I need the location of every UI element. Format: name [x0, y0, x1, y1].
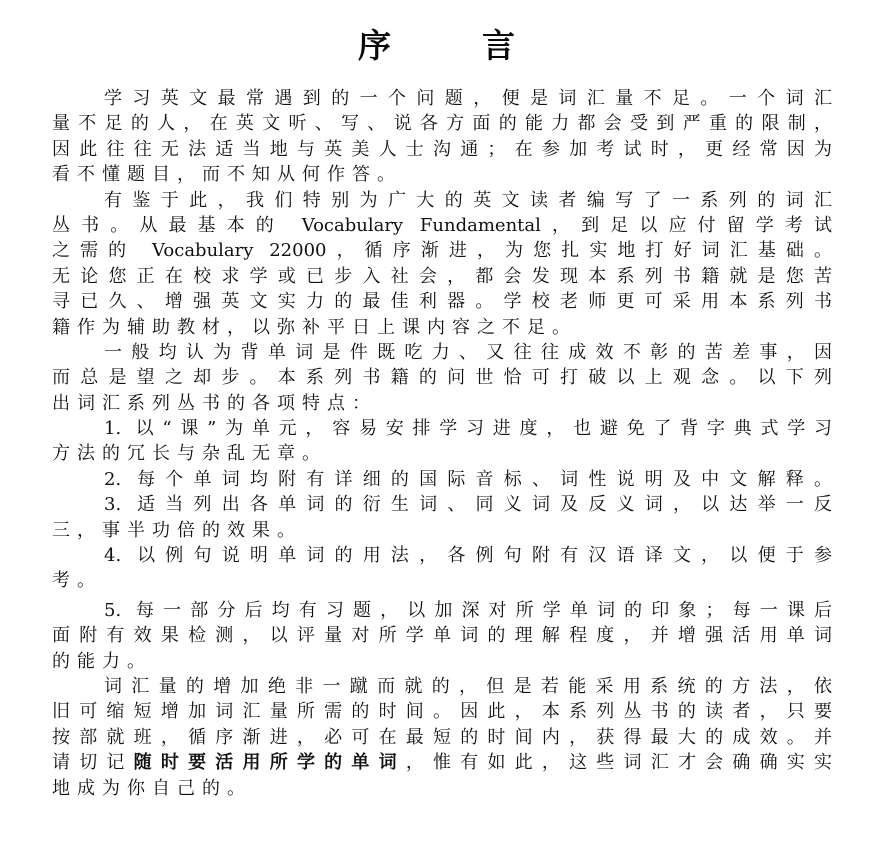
- text-line: 2. 每个单词均附有详细的国际音标、词性说明及中文解释。: [104, 468, 832, 490]
- paragraph-3: [52, 340, 832, 416]
- title-char-1: 序: [358, 26, 391, 65]
- text-line: 5. 每一部分后均有习题，以加深对所学单词的印象；每一课后: [104, 599, 832, 621]
- text-line: 的能力。: [52, 650, 152, 672]
- text-line: 词汇量的增加绝非一蹴而就的，但是若能采用系统的方法，依: [104, 675, 832, 697]
- text-line: 面附有效果检测，以评量对所学单词的理解程度，并增强活用单词: [52, 625, 832, 647]
- text-line: 而总是望之却步。本系列书籍的问世恰可打破以上观念。以下列: [52, 367, 832, 389]
- paragraph-1: [52, 86, 832, 188]
- text-line: 地成为你自己的。: [52, 777, 252, 799]
- text-line: 方法的冗长与杂乱无章。: [52, 443, 327, 465]
- emphasized-text: 随时要活用所学的单词: [133, 752, 406, 774]
- text-line: 三，事半功倍的效果。: [52, 519, 302, 541]
- paragraph-closing: [52, 674, 832, 801]
- preface-body: [52, 86, 832, 801]
- text-line: 按部就班，循序渐进，必可在最短的时间内，获得最大的成效。并: [52, 726, 832, 748]
- feature-item-2: [52, 467, 832, 492]
- text-line: 1. 以“课”为单元，容易安排学习进度，也避免了背字典式学习: [104, 418, 832, 440]
- title-char-2: 言: [482, 26, 515, 65]
- text-line: 寻已久、增强英文实力的最佳利器。学校老师更可采用本系列书: [52, 291, 832, 313]
- text-line: 丛书。从最基本的 Vocabulary Fundamental，到足以应付留学考试: [52, 214, 832, 236]
- text-line: [52, 750, 832, 775]
- text-line: 因此往往无法适当地与英美人士沟通；在参加考试时，更经常因为: [52, 138, 832, 160]
- text-line: 看不懂题目，而不知从何作答。: [52, 164, 402, 186]
- text-line: 旧可缩短增加词汇量所需的时间。因此，本系列丛书的读者，只要: [52, 701, 832, 723]
- feature-item-5: [52, 598, 832, 674]
- text-line: 出词汇系列丛书的各项特点：: [52, 392, 377, 414]
- feature-item-4: [52, 543, 832, 594]
- text-line: 籍作为辅助教材，以弥补平日上课内容之不足。: [52, 316, 577, 338]
- text-line: 无论您正在校求学或已步入社会，都会发现本系列书籍就是您苦: [52, 265, 832, 287]
- text-segment: ，惟有如此，这些词汇才会确确实实: [405, 752, 832, 774]
- feature-item-1: [52, 416, 832, 467]
- text-line: 量不足的人，在英文听、写、说各方面的能力都会受到严重的限制，: [52, 113, 832, 135]
- text-line: 3. 适当列出各单词的衍生词、同义词及反义词，以达举一反: [104, 494, 832, 516]
- text-line: 考。: [52, 570, 102, 592]
- text-line: 学习英文最常遇到的一个问题，便是词汇量不足。一个词汇: [104, 88, 832, 109]
- text-line: 4. 以例句说明单词的用法，各例句附有汉语译文，以便于参: [104, 545, 832, 567]
- text-line: 之需的 Vocabulary 22000，循序渐进，为您扎实地打好词汇基础。: [52, 240, 832, 262]
- text-segment: 请切记: [52, 752, 134, 774]
- text-line: 一般均认为背单词是件既吃力、又往往成效不彰的苦差事，因: [104, 341, 832, 363]
- feature-item-3: [52, 492, 832, 543]
- page-title: [0, 26, 870, 66]
- paragraph-2: [52, 188, 832, 340]
- text-line: 有鉴于此，我们特别为广大的英文读者编写了一系列的词汇: [104, 189, 832, 211]
